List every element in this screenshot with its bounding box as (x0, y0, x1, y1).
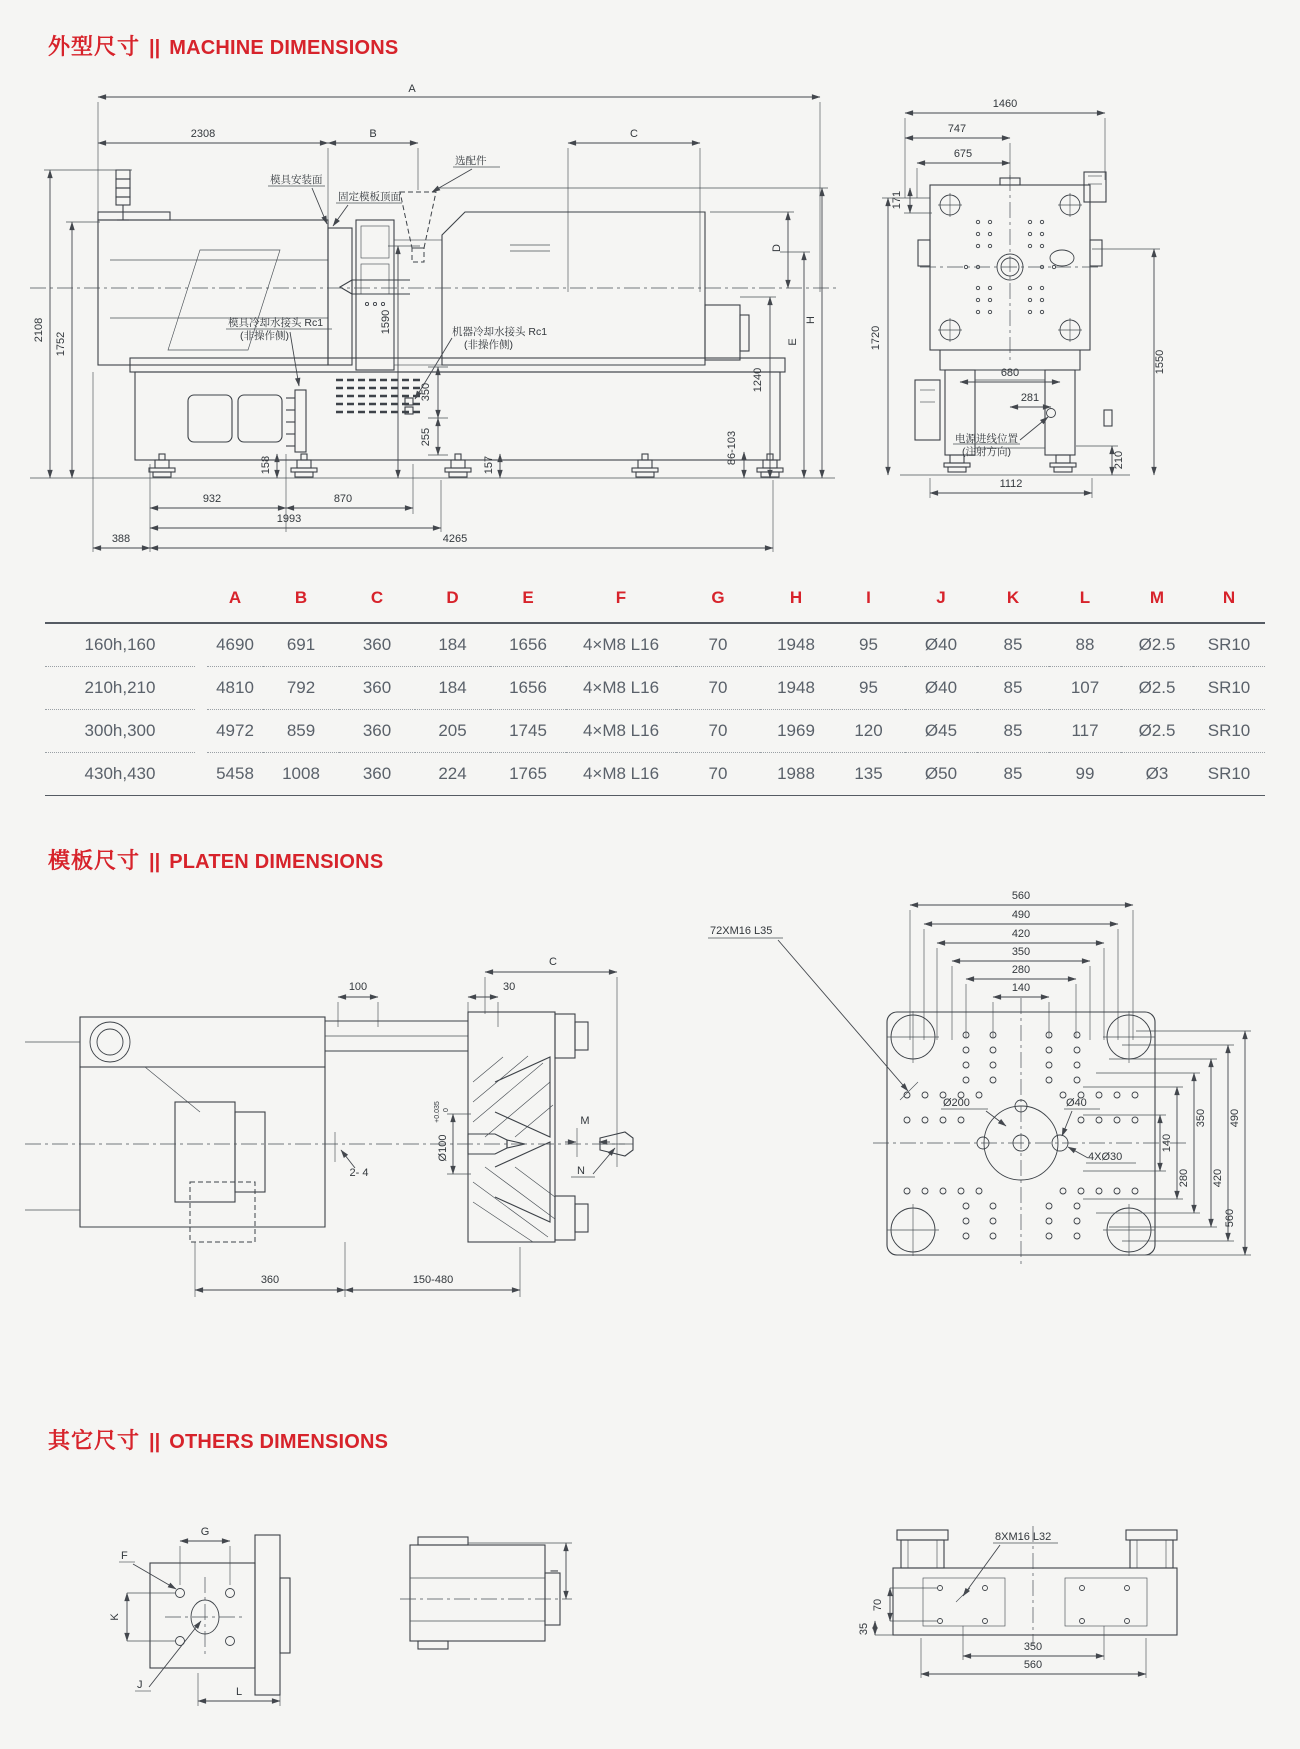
dim-210: 210 (1113, 450, 1125, 470)
clamp-frame (25, 1017, 325, 1242)
dim-158: 158 (260, 455, 272, 475)
dim-388: 388 (111, 533, 131, 545)
dim-L: L (235, 1686, 243, 1698)
machine-feet (149, 454, 783, 477)
section-title-separator: || (149, 1431, 161, 1453)
col-D: D (415, 588, 490, 623)
col-E: E (490, 588, 566, 623)
others-block-drawing (400, 1533, 578, 1663)
label-corner-holes: 4XØ30 (1088, 1151, 1123, 1163)
dim-350: 350 (420, 382, 432, 402)
model-name: 300h,300 (45, 710, 195, 753)
dim-G: G (200, 1526, 210, 1538)
section-title-others-zh: 其它尺寸 (48, 1428, 141, 1453)
platen-plate (873, 998, 1188, 1268)
dim-C: C (549, 956, 557, 968)
dim-1752: 1752 (55, 331, 67, 357)
label-ring-dia: Ø200 (943, 1097, 970, 1109)
dim-top-490: 490 (1011, 909, 1031, 921)
section-title-machine (48, 30, 398, 61)
dim-157: 157 (483, 455, 495, 475)
dim-M: M (580, 1115, 590, 1127)
label-hole-dia: Ø40 (1066, 1097, 1087, 1109)
col-N: N (1193, 588, 1265, 623)
dim-right-350: 350 (1195, 1108, 1207, 1128)
col-A: A (207, 588, 263, 623)
dim-right-560: 560 (1224, 1208, 1236, 1228)
model-name: 160h,160 (45, 623, 195, 667)
label-mold-cooling-2: (非操作侧) (240, 330, 289, 342)
table-row: 430h,430 5458 1008 360 224 1765 4×M8 L16 70 1988 135 Ø50 85 99 Ø3 SR10 (45, 753, 1265, 796)
model-name: 430h,430 (45, 753, 195, 796)
dim-H: H (805, 316, 817, 324)
dim-J: J (137, 1679, 143, 1691)
dim-D: D (771, 244, 783, 252)
section-title-platen-zh: 模板尺寸 (48, 848, 141, 873)
dim-top-280: 280 (1011, 964, 1031, 976)
section-title-separator: || (149, 37, 161, 59)
dim-1460: 1460 (992, 98, 1018, 110)
dim-680: 680 (1000, 367, 1020, 379)
dim-right-490: 490 (1229, 1108, 1241, 1128)
table-row: 210h,210 4810 792 360 184 1656 4×M8 L16 70 1948 95 Ø40 85 107 Ø2.5 SR10 (45, 667, 1265, 710)
dim-1112: 1112 (999, 478, 1023, 490)
dim-bore-tol-dn: 0 (443, 1108, 450, 1112)
col-J: J (905, 588, 977, 623)
dim-86-103: 86-103 (726, 430, 738, 466)
dim-K: K (109, 1613, 121, 1621)
dim-1240: 1240 (752, 367, 764, 393)
platen-side-view-drawing (25, 952, 635, 1304)
model-name: 210h,210 (45, 667, 195, 710)
dim-255: 255 (420, 427, 432, 447)
dim-560: 560 (1023, 1659, 1043, 1671)
section-title-others-en: OTHERS DIMENSIONS (169, 1431, 389, 1453)
dim-B: B (369, 128, 377, 140)
dim-C: C (630, 128, 638, 140)
dim-I: I (549, 1569, 561, 1573)
dim-100: 100 (348, 981, 368, 993)
others-base-drawing (860, 1526, 1195, 1711)
table-header-model (45, 588, 195, 623)
dim-35: 35 (858, 1622, 870, 1636)
flange-plate (150, 1535, 290, 1695)
dim-right-140: 140 (1161, 1133, 1173, 1153)
col-H: H (760, 588, 832, 623)
machine-front-view-drawing (20, 80, 870, 572)
col-B: B (263, 588, 339, 623)
dim-747: 747 (947, 123, 967, 135)
dim-gap: 2- 4 (349, 1167, 369, 1179)
col-M: M (1121, 588, 1193, 623)
dim-right-420: 420 (1212, 1168, 1224, 1188)
dim-bore: Ø100 (437, 1134, 449, 1162)
dim-1550: 1550 (1154, 349, 1166, 375)
label-mold-cooling: 模具冷却水接头 Rc1 (228, 317, 324, 329)
col-F: F (566, 588, 676, 623)
dim-870: 870 (333, 493, 353, 505)
section-title-machine-zh: 外型尺寸 (48, 34, 141, 59)
section-title-platen-en: PLATEN DIMENSIONS (169, 851, 384, 873)
section-title-separator: || (149, 851, 161, 873)
label-machine-cooling-2: (非操作侧) (464, 339, 513, 351)
label-machine-cooling: 机器冷却水接头 Rc1 (452, 326, 548, 338)
others-flange-drawing (105, 1523, 295, 1713)
sprue-bushing (600, 1132, 633, 1156)
table-row: 160h,160 4690 691 360 184 1656 4×M8 L16 70 1948 95 Ø40 85 88 Ø2.5 SR10 (45, 623, 1265, 667)
base-body (893, 1526, 1177, 1646)
label-optional-part: 选配件 (455, 155, 487, 167)
machine-dimension-table (45, 588, 1265, 796)
label-platen-bolts: 72XM16 L35 (710, 925, 773, 937)
machine-rear-view-drawing (860, 80, 1180, 525)
dim-top-140: 140 (1011, 982, 1031, 994)
dim-4265: 4265 (442, 533, 468, 545)
section-title-platen (48, 844, 383, 875)
block-body (400, 1537, 572, 1649)
fixed-platen-section (468, 1012, 588, 1242)
col-K: K (977, 588, 1049, 623)
table-row: 300h,300 4972 859 360 205 1745 4×M8 L16 70 1969 120 Ø45 85 117 Ø2.5 SR10 (45, 710, 1265, 753)
label-power-inlet-2: (注射方向) (962, 446, 1011, 458)
dim-F: F (121, 1550, 128, 1562)
dim-2308: 2308 (190, 128, 216, 140)
dim-360: 360 (260, 1274, 280, 1286)
dim-top-560: 560 (1011, 890, 1031, 902)
dim-E: E (787, 338, 799, 346)
dim-top-350: 350 (1011, 946, 1031, 958)
col-L: L (1049, 588, 1121, 623)
col-C: C (339, 588, 415, 623)
label-fixed-platen-top: 固定模板顶面 (338, 191, 401, 203)
dim-70: 70 (872, 1598, 884, 1612)
label-base-bolts: 8XM16 L32 (995, 1531, 1052, 1543)
rear-platen (918, 172, 1106, 360)
dim-A: A (408, 83, 416, 95)
platen-face-view-drawing (688, 788, 1241, 1278)
dim-bore-tol-up: +0.035 (434, 1101, 441, 1123)
dim-675: 675 (953, 148, 973, 160)
label-power-inlet: 电源进线位置 (955, 433, 1018, 445)
dim-right-280: 280 (1178, 1168, 1190, 1188)
dim-N: N (577, 1165, 585, 1177)
section-title-others (48, 1424, 388, 1455)
dim-top-420: 420 (1011, 928, 1031, 940)
dim-1590: 1590 (380, 309, 392, 335)
table-header-row (45, 588, 1265, 623)
dim-932: 932 (202, 493, 222, 505)
dim-2108: 2108 (33, 317, 45, 343)
dim-171: 171 (891, 190, 903, 210)
dim-281: 281 (1020, 392, 1040, 404)
machine-body-outline (98, 192, 785, 460)
label-mold-mount-face: 模具安装面 (270, 174, 323, 186)
dim-350: 350 (1023, 1641, 1043, 1653)
section-title-machine-en: MACHINE DIMENSIONS (169, 37, 399, 59)
dim-1993: 1993 (276, 513, 302, 525)
col-G: G (676, 588, 760, 623)
dim-30: 30 (503, 981, 516, 993)
dim-150-480: 150-480 (412, 1274, 454, 1286)
dim-1720: 1720 (870, 325, 882, 351)
col-I: I (832, 588, 905, 623)
